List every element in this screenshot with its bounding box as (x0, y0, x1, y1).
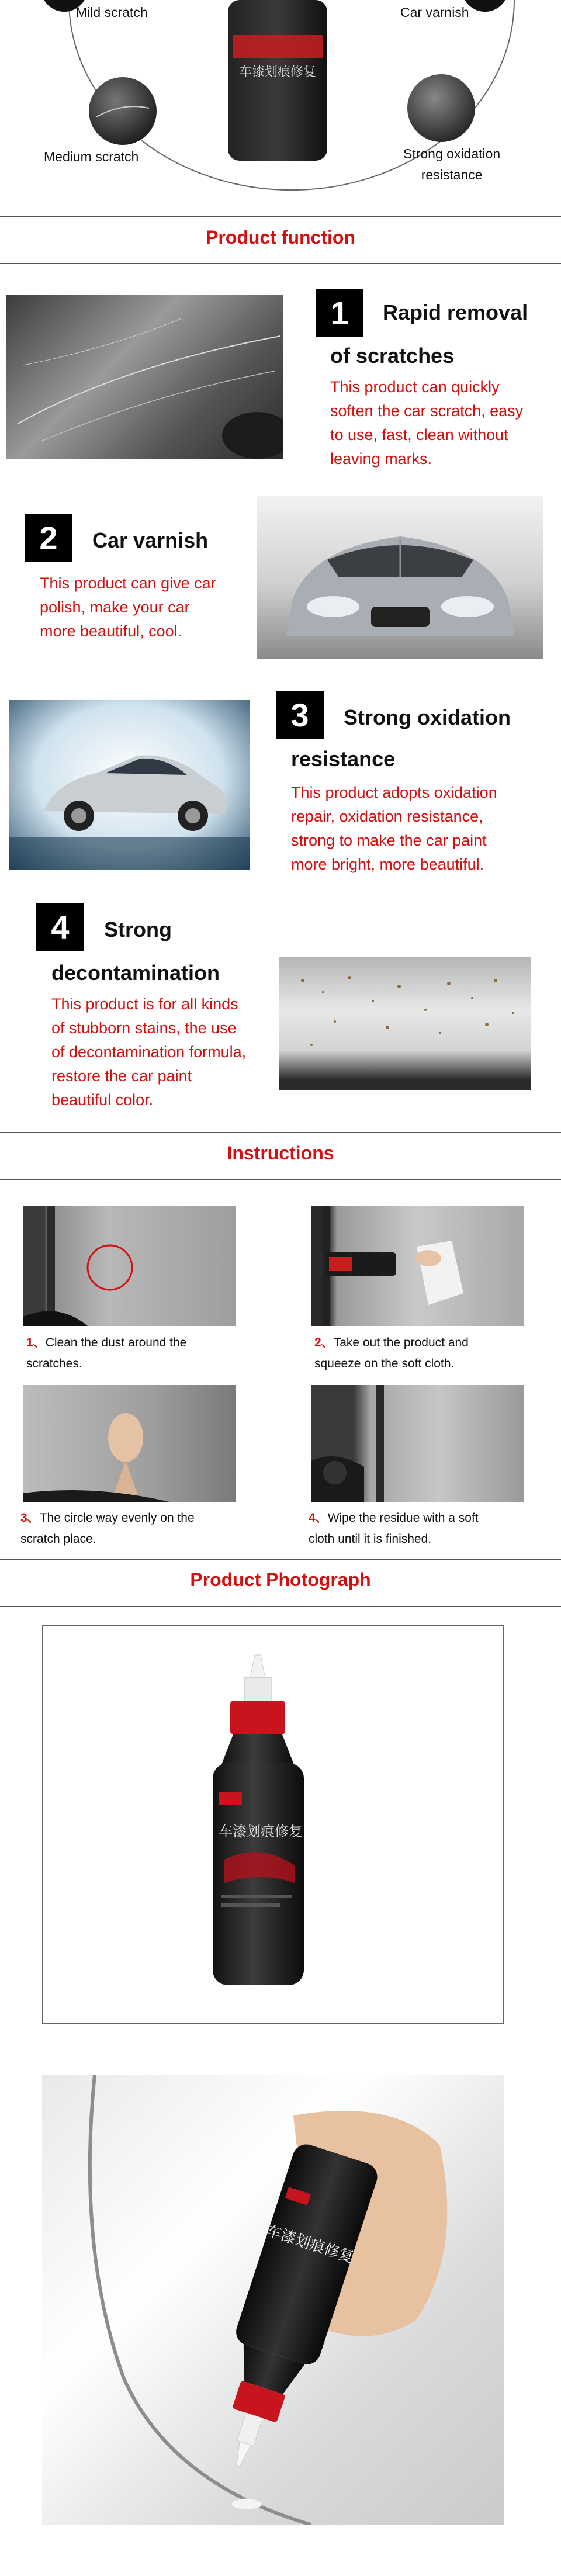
car-front-photo (257, 496, 543, 659)
product-photo-frame (42, 1625, 504, 2024)
step-caption (20, 1508, 195, 1550)
stained-car-photo (279, 957, 531, 1090)
feature-title: Strong oxidation (344, 705, 511, 729)
feature-title-cont: decontamination (51, 961, 220, 985)
feature-description: This product is for all kinds of stubborn stains, the use of decontamination formula, restore the car paint beautiful color. (51, 995, 247, 1109)
feature-number: 3 (276, 691, 324, 739)
label-medium: Medium scratch (44, 149, 139, 164)
step-number: 3、 (20, 1511, 40, 1525)
bottle-cn-label-2: 车漆划痕修复 (264, 2222, 356, 2267)
step-number: 2、 (314, 1336, 334, 1349)
feature-number: 2 (25, 514, 72, 562)
product-in-hand-photo (42, 2075, 504, 2525)
svg-text:车漆划痕修复: 车漆划痕修复 (238, 65, 317, 79)
feature-title: Car varnish (92, 528, 209, 552)
step-photo (311, 1206, 524, 1326)
divider (0, 263, 561, 264)
bottle-cn-label: 车漆划痕修复 (219, 1823, 303, 1840)
oxidation-thumb (407, 74, 475, 142)
product-photograph-title: Product Photograph (190, 1569, 371, 1590)
step-number: 4、 (309, 1511, 328, 1525)
feature-title: Rapid removal (383, 300, 528, 324)
label-mild: Mild scratch (76, 5, 148, 20)
car-side-photo (9, 700, 250, 870)
feature-description: This product can give car polish, make your car more beautiful, cool. (40, 574, 216, 640)
step-caption (26, 1332, 186, 1374)
scratch-photo (6, 295, 283, 459)
step-caption (314, 1332, 469, 1374)
feature-title-cont: resistance (291, 747, 396, 771)
step-photo (311, 1385, 524, 1502)
feature-description: This product adopts oxidation repair, oxidation resistance, strong to make the car paint more bright, more beautiful. (291, 784, 497, 873)
feature-number: 1 (316, 289, 363, 337)
step-photo (23, 1206, 236, 1326)
step-text: The circle way evenly on the scratch place. (20, 1511, 195, 1546)
step-number: 1、 (26, 1336, 46, 1349)
divider (0, 1179, 561, 1180)
step-text: Clean the dust around the scratches. (26, 1336, 187, 1370)
step-photo (23, 1385, 236, 1502)
divider (0, 1132, 561, 1133)
feature-title: Strong (104, 917, 172, 941)
label-varnish: Car varnish (400, 5, 469, 20)
feature-title-cont: of scratches (330, 344, 455, 368)
feature-number: 4 (36, 903, 84, 951)
step-text: Take out the product and squeeze on the soft cloth. (314, 1336, 469, 1370)
step-text: Wipe the residue with a soft cloth until it is finished. (309, 1511, 479, 1546)
divider (0, 216, 561, 217)
feature-description: This product can quickly soften the car scratch, easy to use, fast, clean without leaving marks. (330, 378, 524, 468)
instructions-title: Instructions (227, 1142, 334, 1164)
step-caption (309, 1508, 479, 1550)
medium-scratch-thumb (89, 77, 157, 145)
label-oxidation: Strong oxidation resistance (403, 146, 501, 182)
divider (0, 1559, 561, 1560)
divider (0, 1606, 561, 1607)
product-bottle-image (43, 1626, 503, 2023)
product-function-title: Product function (206, 227, 355, 248)
bottle-bottom (228, 0, 327, 161)
